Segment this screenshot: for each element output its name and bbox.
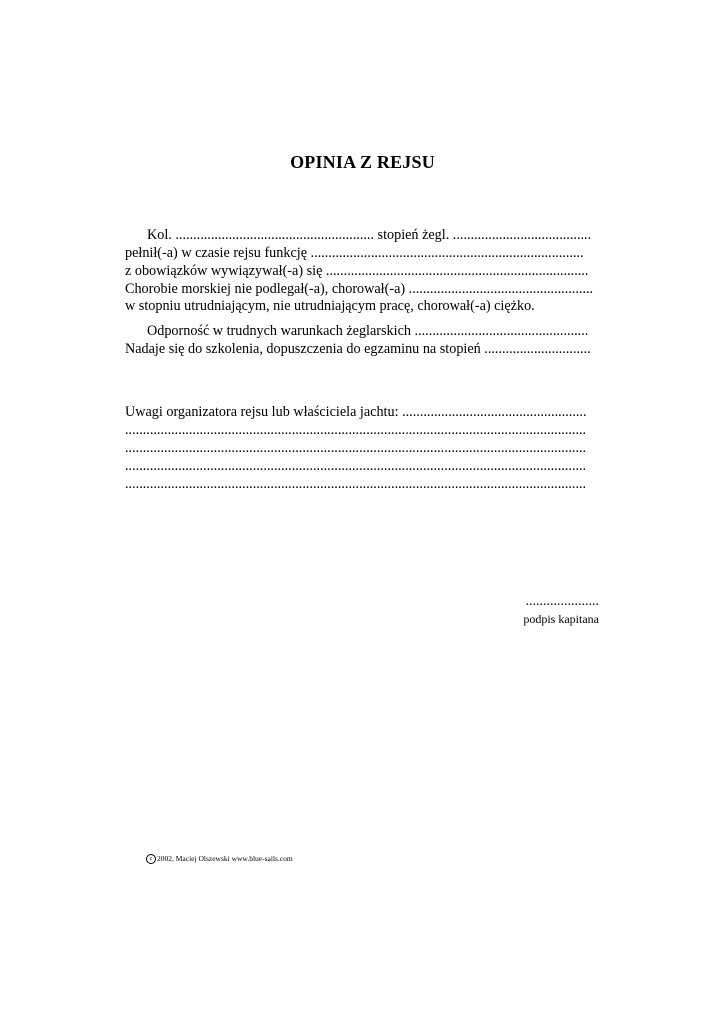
- copyright-footer: [146, 854, 293, 864]
- remarks-blank-line: ..................................................................................................................................: [125, 422, 587, 438]
- duties-line: z obowiązków wywiązywał(-a) się ..........................................................................: [125, 263, 589, 279]
- remarks-blank-line: ..................................................................................................................................: [125, 440, 587, 456]
- member-rank-line: Kol. ........................................................ stopień żegl. .......................................: [147, 227, 592, 243]
- signature-field: .....................: [525, 594, 599, 609]
- qualification-line: Nadaje się do szkolenia, dopuszczenia do egzaminu na stopień ..............................: [125, 341, 591, 357]
- document-title: OPINIA Z REJSU: [290, 152, 435, 172]
- signature-label: podpis kapitana: [523, 612, 599, 626]
- copyright-icon: c: [146, 854, 156, 864]
- seasickness-line: Chorobie morskiej nie podlegał(-a), chorował(-a) ....................................................: [125, 281, 594, 297]
- resilience-line: Odporność w trudnych warunkach żeglarskich .................................................: [147, 323, 589, 339]
- remarks-blank-line: ..................................................................................................................................: [125, 458, 587, 474]
- remarks-blank-line: ..................................................................................................................................: [125, 476, 587, 492]
- seasickness-degree-line: w stopniu utrudniającym, nie utrudniającym pracę, chorował(-a) ciężko.: [125, 298, 535, 314]
- remarks-label-line: Uwagi organizatora rejsu lub właściciela jachtu: ....................................................: [125, 404, 587, 420]
- copyright-text: 2002, Maciej Olszewski www.blue-sails.com: [157, 854, 293, 863]
- function-line: pełnił(-a) w czasie rejsu funkcję .............................................................................: [125, 245, 584, 261]
